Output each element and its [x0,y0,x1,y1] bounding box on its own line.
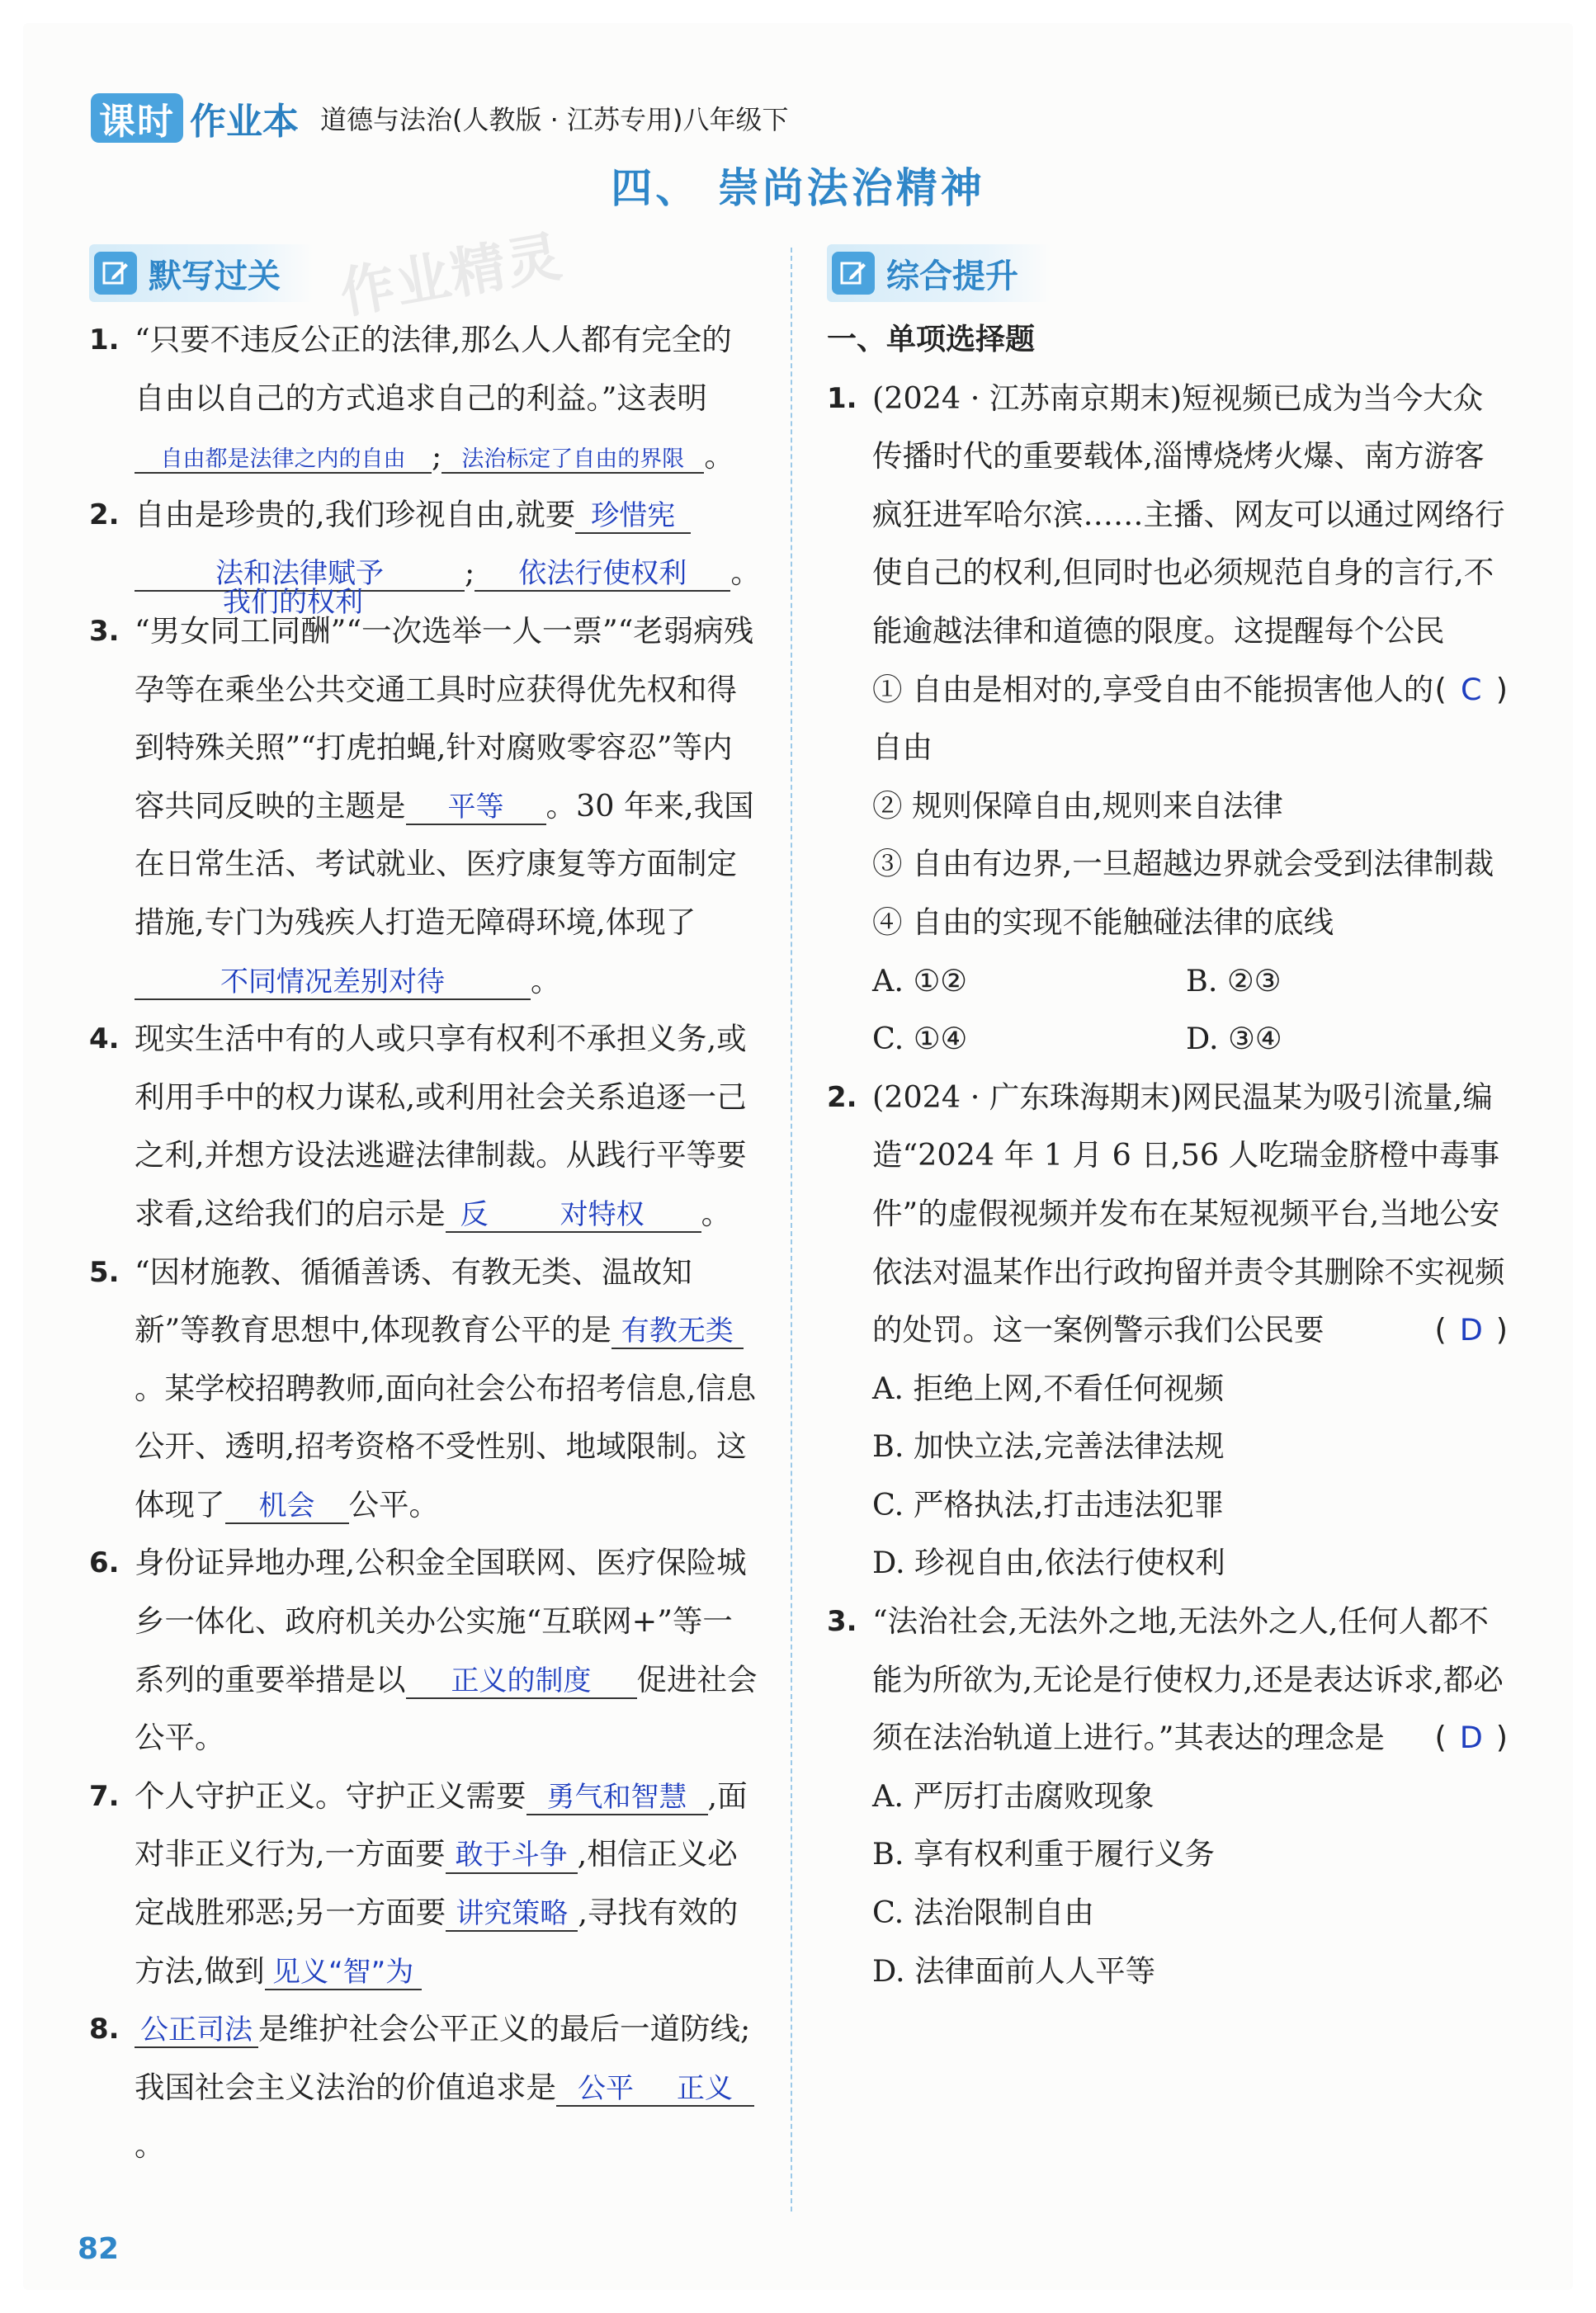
answer-blank: 公平 [556,2073,655,2107]
right-section-heading-text: 综合提升 [886,257,1018,295]
fill-item: 6. 身份证异地办理,公积金全国联网、医疗保险城乡一体化、政府机关办公实施“互联网+”等一系列的重要举措是以 正义的制度 促进社会公平。 [89,1545,758,1756]
question-type-heading: 一、单项选择题 [827,323,1036,356]
statement: ③ 自由有边界,一旦超越边界就会受到法律制裁 [872,846,1494,882]
answer-blank: 讲究策略 [446,1898,578,1932]
statement: ④ 自由的实现不能触碰法律的底线 [872,904,1334,940]
page-number: 82 [78,2232,120,2266]
answer-letter: C [1461,671,1482,707]
option: B. 享有权利重于履行义务 [872,1836,1216,1872]
fill-item: 5. “因材施教、循循善诱、有教无类、温故知新”等教育思想中,体现教育公平的是 有教无类。某学校招聘教师,面向社会公布招考信息,信息公开、透明,招考资格不受性别、地域限制。这体现了 机会 公平。 [89,1244,762,1535]
fill-item: 4. 现实生活中有的人或只享有权利不承担义务,或利用手中的权力谋私,或利用社会关系追逐一己之利,并想方设法逃避法律制裁。从践行平等要求看,这给我们的启示是 反 对特权 。 [89,1010,762,1243]
option: B. 加快立法,完善法律法规 [872,1428,1225,1465]
option: C. ①④ [872,1021,968,1057]
watermark: 作业精灵 [335,224,568,326]
answer-blank: 公正司法 [135,2014,258,2048]
option: A. ①② [872,962,968,998]
book-header [91,92,789,144]
answer-blank: 不同情况差别对待 [135,966,531,1000]
mc-question: 3. “法治社会,无法外之地,无法外之人,任何人都不能为所欲为,无论是行使权力,还是表达诉求,都必须在法治轨道上进行。”其表达的理念是 ( D ) A. 严厉打击腐败现象 B. 享有权利重于履行义务 C. 法治限制自由 D. 法律面前人人平等 [827,1593,1508,2000]
answer-blank: 法治标定了自由的界限 [441,446,704,474]
option: C. 法治限制自由 [872,1895,1094,1931]
answer-blank: 有教无类 [611,1315,744,1349]
right-section-heading [827,244,1051,302]
fill-in-list [89,311,762,2175]
answer-blank: 机会 [225,1490,349,1524]
option: D. 珍视自由,依法行使权利 [872,1545,1225,1581]
statement: ① 自由是相对的,享受自由不能损害他人的自由 [872,671,1434,766]
option: B. ②③ [1186,962,1282,998]
book-title: 道德与法治(人教版 · 江苏专用)八年级下 [320,104,789,135]
option: A. 严厉打击腐败现象 [872,1777,1155,1814]
column-divider [791,248,792,2212]
answer-blank: 勇气和智慧 [526,1782,708,1815]
answer-letter: D [1459,1312,1483,1348]
edit-icon [832,252,875,295]
answer-blank: 珍惜宪 [575,500,691,534]
logo-text: 作业本 [190,101,299,143]
fill-item: 2. 自由是珍贵的,我们珍视自由,就要 珍惜宪法和法律赋予 ; 依法行使权利 。 我们的权利 [89,496,761,619]
mc-question: 1. (2024 · 江苏南京期末)短视频已成为当今大众传播时代的重要载体,淄博烧烤火爆、南方游客疯狂进军哈尔滨……主播、网友可以通过网络行使自己的权利,但同时也必须规范自身的言行,不能逾越法律和道德的限度。这提醒每个公民 ( C ) ① 自由是相对的,享受自由不能损害他人的自由 ② 规则保障自由,规则来自法律 ③ 自由有边界,一旦超越边界就会受到法律制裁 ④ 自由的实现不能触碰法律的底线 A. ①② B. ②③ C. ①④ D. ③④ [827,370,1508,1069]
question-stem: “法治社会,无法外之地,无法外之人,任何人都不能为所欲为,无论是行使权力,还是表达诉求,都必须在法治轨道上进行。”其表达的理念是 [872,1603,1504,1756]
answer-blank: 反 [446,1199,503,1233]
answer-bracket: ( D ) [1435,1301,1509,1360]
statement: ② 规则保障自由,规则来自法律 [872,787,1283,824]
answer-blank: 自由都是法律之内的自由 [135,446,432,474]
fill-item: 8. 公正司法 是维护社会公平正义的最后一道防线;我国社会主义法治的价值追求是 公平 正义。 [89,2000,762,2175]
answer-bracket: ( D ) [1435,1709,1509,1768]
answer-blank: 法和法律赋予 [135,558,465,592]
answer-blank: 敢于斗争 [446,1839,578,1873]
answer-blank: 对特权 [503,1199,701,1233]
left-section-heading [89,244,314,302]
option: D. ③④ [1186,1021,1282,1057]
mc-question: 2. (2024 · 广东珠海期末)网民温某为吸引流量,编造“2024 年 1 月 6 日,56 人吃瑞金脐橙中毒事件”的虚假视频并发布在某短视频平台,当地公安依法对温某作出行政拘留并责令其删除不实视频的处罚。这一案例警示我们公民要 ( D ) A. 拒绝上网,不看任何视频 B. 加快立法,完善法律法规 C. 严格执法,打击违法犯罪 D. 珍视自由,依法行使权利 [827,1069,1508,1593]
question-stem: (2024 · 广东珠海期末)网民温某为吸引流量,编造“2024 年 1 月 6 日,56 人吃瑞金脐橙中毒事件”的虚假视频并发布在某短视频平台,当地公安依法对温某作出行政拘留并责令其删除不实视频的处罚。这一案例警示我们公民要 [872,1079,1505,1348]
answer-overflow: 我们的权利 [223,585,363,619]
fill-item: 3. “男女同工同酬”“一次选举一人一票”“老弱病残孕等在乘坐公共交通工具时应获得优先权和得到特殊关照”“打虎拍蝇,针对腐败零容忍”等内容共同反映的主题是 平等 。30 年来,我国在日常生活、考试就业、医疗康复等方面制定措施,专门为残疾人打造无障碍环境,体现了不同情况差别对待 。 [89,602,762,1010]
logo-badge: 课时 [91,93,183,143]
question-stem: (2024 · 江苏南京期末)短视频已成为当今大众传播时代的重要载体,淄博烧烤火爆、南方游客疯狂进军哈尔滨……主播、网友可以通过网络行使自己的权利,但同时也必须规范自身的言行,不能逾越法律和道德的限度。这提醒每个公民 [872,380,1505,649]
option: A. 拒绝上网,不看任何视频 [872,1370,1225,1406]
section-title: 四、 崇尚法治精神 [611,164,985,212]
pencil-icon [94,252,137,295]
answer-bracket: ( C ) [1435,661,1509,720]
answer-blank: 见义“智”为 [265,1957,422,1990]
fill-item: 7. 个人守护正义。守护正义需要 勇气和智慧 ,面对非正义行为,一方面要 敢于斗争 ,相信正义必定战胜邪恶;另一方面要 讲究策略 ,寻找有效的方法,做到 见义“智”为 [89,1768,762,2000]
answer-blank: 正义的制度 [406,1665,637,1699]
left-section-heading-text: 默写过关 [149,257,281,295]
answer-blank: 依法行使权利 [475,558,730,592]
fill-item: 1. “只要不违反公正的法律,那么人人都有完全的自由以自己的方式追求自己的利益。”这表明自由都是法律之内的自由 ; 法治标定了自由的界限 。 [89,322,734,474]
option: D. 法律面前人人平等 [872,1952,1156,1989]
multiple-choice-list [827,311,1508,2000]
answer-blank: 平等 [406,791,546,825]
answer-blank: 正义 [655,2073,754,2107]
option: C. 严格执法,打击违法犯罪 [872,1486,1225,1522]
answer-letter: D [1459,1720,1483,1756]
